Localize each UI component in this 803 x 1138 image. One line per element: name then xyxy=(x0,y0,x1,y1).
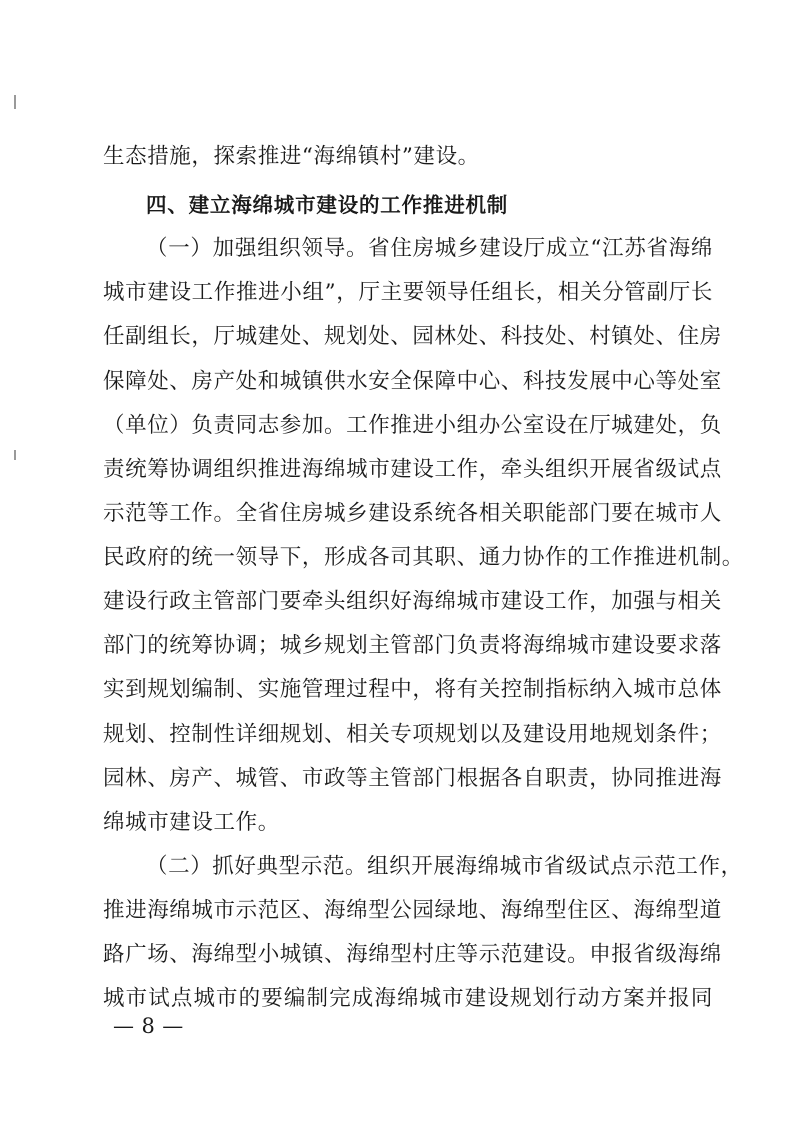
section-heading: 四、建立海绵城市建设的工作推进机制 xyxy=(146,193,509,217)
paragraph-1-line: 示范等工作。全省住房城乡建设系统各相关职能部门要在城市人 xyxy=(103,501,722,526)
paragraph-1-line: 任副组长，厅城建处、规划处、园林处、科技处、村镇处、住房 xyxy=(103,324,722,349)
binding-mark xyxy=(14,450,16,460)
paragraph-1-line: 民政府的统一领导下，形成各司其职、通力协作的工作推进机制。 xyxy=(103,545,744,570)
page-number: — 8 — xyxy=(113,1014,184,1038)
paragraph-1-line: 园林、房产、城管、市政等主管部门根据各自职责，协同推进海 xyxy=(103,766,722,791)
paragraph-1-line: 部门的统筹协调；城乡规划主管部门负责将海绵城市建设要求落 xyxy=(103,633,722,658)
paragraph-2-line: 推进海绵城市示范区、海绵型公园绿地、海绵型住区、海绵型道 xyxy=(103,898,722,923)
paragraph-1-line: 实到规划编制、实施管理过程中，将有关控制指标纳入城市总体 xyxy=(103,677,722,702)
paragraph-1-line: 责统筹协调组织推进海绵城市建设工作，牵头组织开展省级试点 xyxy=(103,457,722,482)
body-text-line: 生态措施，探索推进“海绵镇村”建设。 xyxy=(103,144,480,169)
paragraph-1-line: 保障处、房产处和城镇供水安全保障中心、科技发展中心等处室 xyxy=(103,369,722,394)
paragraph-2-line: 路广场、海绵型小城镇、海绵型村庄等示范建设。申报省级海绵 xyxy=(103,942,722,967)
paragraph-1-line: 建设行政主管部门要牵头组织好海绵城市建设工作，加强与相关 xyxy=(103,589,722,614)
paragraph-1-line: 绵城市建设工作。 xyxy=(103,810,280,835)
paragraph-1-line: （单位）负责同志参加。工作推进小组办公室设在厅城建处，负 xyxy=(103,413,722,438)
paragraph-1-line: （一）加强组织领导。省住房城乡建设厅成立“江苏省海绵 xyxy=(146,236,713,261)
paragraph-1-line: 城市建设工作推进小组”，厅主要领导任组长，相关分管副厅长 xyxy=(103,280,713,305)
paragraph-1-line: 规划、控制性详细规划、相关专项规划以及建设用地规划条件； xyxy=(103,722,722,747)
binding-mark xyxy=(14,95,16,109)
paragraph-2-line: 城市试点城市的要编制完成海绵城市建设规划行动方案并报同 xyxy=(103,986,713,1011)
paragraph-2-line: （二）抓好典型示范。组织开展海绵城市省级试点示范工作， xyxy=(146,854,743,879)
